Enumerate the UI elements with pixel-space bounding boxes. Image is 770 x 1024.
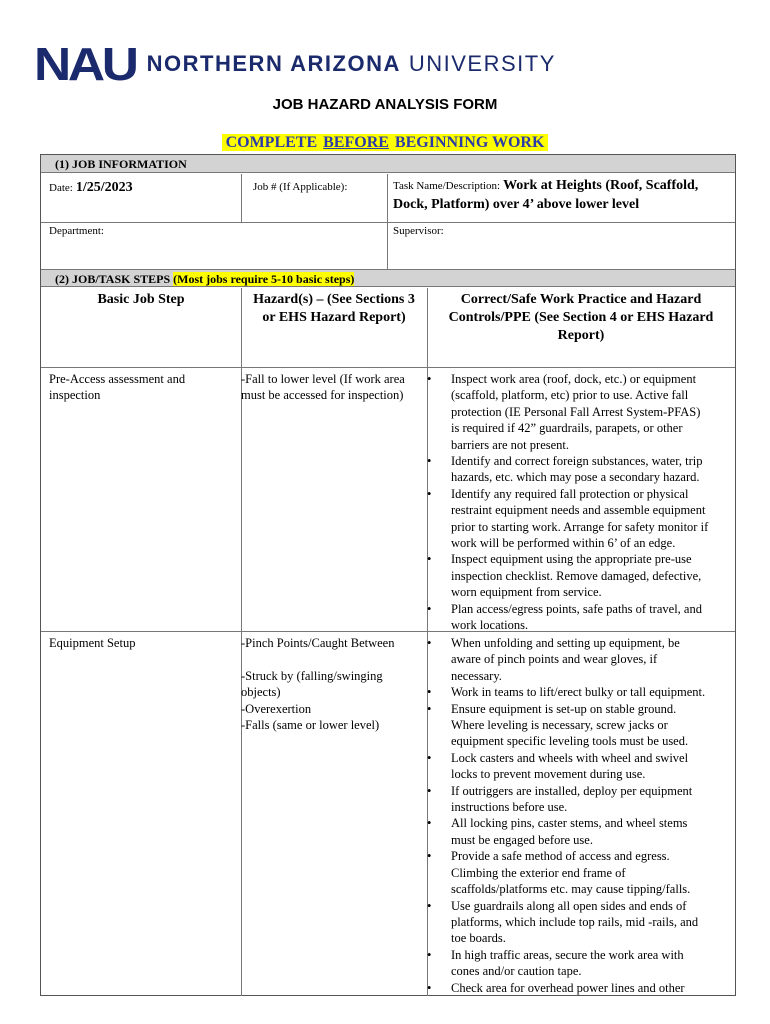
logo-name-bold: NORTHERN ARIZONA [146, 51, 401, 76]
bullet-icon: • [427, 750, 432, 765]
row2-controls [427, 635, 735, 996]
task-description-field[interactable]: Task Name/Description: Work at Heights (Roof, Scaffold, Dock, Platform) over 4’ above lower level [393, 178, 699, 212]
control-item: • Lock casters and wheels with wheel and swivel locks to prevent movement during use. [427, 750, 689, 782]
bullet-icon: • [427, 372, 432, 386]
control-item: • Inspect equipment using the appropriate pre-use inspection checklist. Remove damaged, defective, worn equipment from service. [427, 552, 702, 600]
bullet-icon: • [427, 601, 432, 616]
col-hazards: Hazard(s) – (See Sections 3 or EHS Hazard Report) [253, 292, 415, 325]
bullet-icon: • [427, 947, 432, 962]
form-table [40, 154, 736, 996]
control-item: • In high traffic areas, secure the work area with cones and/or caution tape. [427, 947, 684, 979]
control-item: • Identify any required fall protection or physical restraint equipment needs and assemble equipment prior to starting work. Arrange for safety monitor if work will be performed within 6’ of an edge. [427, 486, 709, 551]
control-item: • Ensure equipment is set-up on stable ground. Where leveling is necessary, screw jacks or equipment specific leveling tools must be used. [427, 701, 689, 749]
row1-hazards: -Fall to lower level (If work area must be accessed for inspection) [241, 372, 405, 403]
row2-job-step: Equipment Setup [49, 636, 136, 650]
control-item: • Work in teams to lift/erect bulky or tall equipment. [427, 685, 706, 700]
col-controls: Correct/Safe Work Practice and Hazard Controls/PPE (See Section 4 or EHS Hazard Report) [448, 292, 714, 343]
control-item: • If outriggers are installed, deploy per equipment instructions before use. [427, 783, 693, 815]
bullet-icon: • [427, 898, 432, 913]
bullet-icon: • [427, 636, 432, 650]
logo-mark: NAU [34, 38, 136, 90]
bullet-icon: • [427, 486, 432, 501]
supervisor-field[interactable]: Supervisor: [393, 225, 444, 237]
section1-header: (1) JOB INFORMATION [41, 155, 735, 173]
control-item: • Check area for overhead power lines and other [427, 980, 685, 995]
subtitle: COMPLETE BEFORE BEGINNING WORK [0, 134, 770, 152]
control-item: • All locking pins, caster stems, and wheel stems must be engaged before use. [427, 816, 688, 847]
bullet-icon: • [427, 816, 432, 831]
bullet-icon: • [427, 552, 432, 567]
control-item: • Inspect work area (roof, dock, etc.) or equipment (scaffold, platform, etc) prior to use. Active fall protection (IE Personal Fall Arrest System-PFAS) is required if 42” guardrails, parapets, or other barriers are not present. [427, 372, 701, 452]
section2-header: (2) JOB/TASK STEPS (Most jobs require 5-10 basic steps) [41, 269, 735, 287]
col-basic-job-step: Basic Job Step [97, 292, 185, 307]
bullet-icon: • [427, 685, 432, 700]
row1-job-step: Pre-Access assessment and inspection [49, 372, 186, 403]
control-item: • Plan access/egress points, safe paths of travel, and work locations. [427, 601, 702, 633]
form-title: JOB HAZARD ANALYSIS FORM [272, 96, 498, 113]
bullet-icon: • [427, 701, 432, 716]
control-item: • Provide a safe method of access and egress. Climbing the exterior end frame of scaffolds/platforms etc. may cause tipping/falls. [427, 849, 691, 897]
row2-hazards: -Pinch Points/Caught Between -Struck by (falling/swinging objects) -Overexertion -Falls (same or lower level) [241, 636, 395, 733]
bullet-icon: • [427, 849, 432, 864]
control-item: • Use guardrails along all open sides and ends of platforms, which include top rails, mid -rails, and toe boards. [427, 898, 699, 946]
job-number-field[interactable]: Job # (If Applicable): [253, 181, 348, 193]
control-item: • Identify and correct foreign substances, water, trip hazards, etc. which may pose a secondary hazard. [427, 454, 703, 485]
bullet-icon: • [427, 454, 432, 469]
control-item: • When unfolding and setting up equipment, be aware of pinch points and wear gloves, if necessary. [427, 636, 680, 683]
bullet-icon: • [427, 980, 432, 995]
bullet-icon: • [427, 783, 432, 798]
logo-name-thin: UNIVERSITY [408, 51, 556, 76]
row1-controls [427, 371, 735, 634]
nau-logo [34, 38, 556, 90]
date-field[interactable]: Date: 1/25/2023 [49, 180, 133, 195]
department-field[interactable]: Department: [49, 225, 104, 237]
